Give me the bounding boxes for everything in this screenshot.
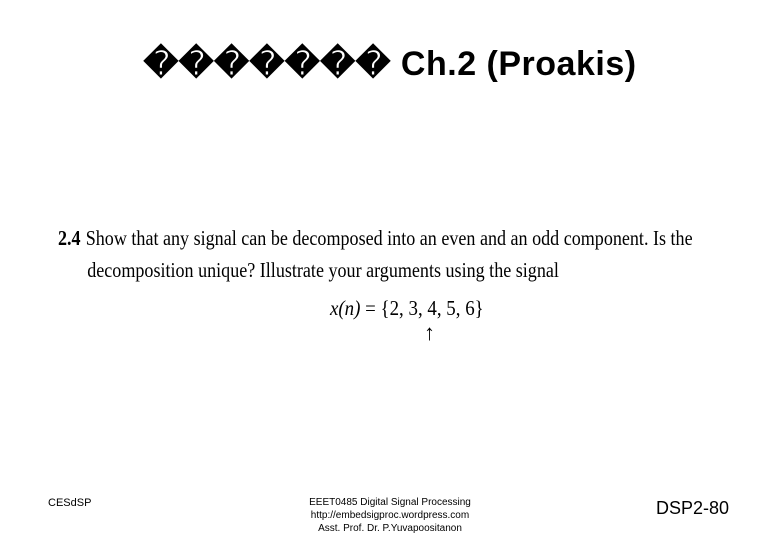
problem-text-1: Show that any signal can be decomposed into an even and an odd component. Is the [85,226,693,250]
footer-left-label: CESdSP [48,497,92,509]
footer-url: http://embedsigproc.wordpress.com [310,510,470,521]
equation-lhs: x(n) [330,296,361,320]
signal-equation [330,296,484,321]
footer-course-title: EEET0485 Digital Signal Processing [309,497,471,508]
origin-arrow-icon: ↑ [424,320,435,345]
problem-number: 2.4 [58,226,81,250]
equation-rhs: = {2, 3, 4, 5, 6} [360,296,484,320]
footer-instructor: Asst. Prof. Dr. P.Yuvapoositanon [318,523,462,534]
problem-statement [58,222,693,286]
footer-course-info [270,496,510,535]
slide-number: DSP2-80 [656,498,730,518]
problem-line-2: decomposition unique? Illustrate your arguments using the signal [87,258,559,282]
problem-line-1 [58,222,693,254]
slide-title: ������� Ch.2 (Proakis) [143,45,637,83]
